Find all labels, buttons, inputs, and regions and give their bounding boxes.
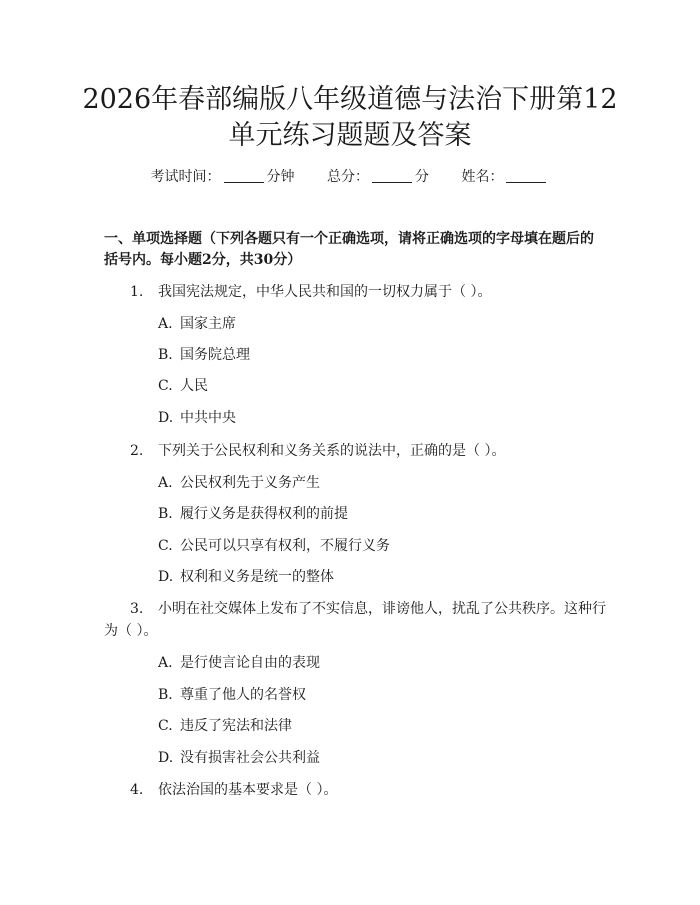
- student-name-blank: [506, 168, 546, 183]
- student-name-field: [461, 167, 549, 187]
- question-3-option-b: [158, 684, 306, 706]
- option-letter: C.: [158, 718, 173, 734]
- option-text: 国务院总理: [180, 347, 250, 363]
- question-1-option-b: [158, 344, 250, 366]
- exam-time-unit: 分钟: [266, 169, 295, 185]
- question-text: 我国宪法规定，中华人民共和国的一切权力属于（ ）。: [158, 284, 492, 300]
- option-letter: D.: [158, 750, 174, 766]
- option-text: 权利和义务是统一的整体: [180, 569, 334, 585]
- question-text-line-2: 为（ ）。: [104, 623, 158, 639]
- total-score-unit: 分: [415, 169, 429, 185]
- question-2-option-b: [158, 503, 348, 525]
- option-letter: B.: [158, 347, 173, 363]
- question-number: 3.: [130, 601, 144, 617]
- option-text: 公民权利先于义务产生: [180, 475, 320, 491]
- option-letter: C.: [158, 378, 173, 394]
- option-letter: A.: [158, 316, 173, 332]
- total-score-label: 总分：: [327, 169, 369, 185]
- option-letter: C.: [158, 538, 173, 554]
- option-letter: A.: [158, 475, 173, 491]
- question-1-option-a: [158, 313, 236, 335]
- option-text: 是行使言论自由的表现: [180, 655, 320, 671]
- question-1-option-c: [158, 375, 208, 397]
- question-text: 下列关于公民权利和义务关系的说法中，正确的是（ ）。: [158, 443, 506, 459]
- option-text: 履行义务是获得权利的前提: [180, 506, 348, 522]
- option-text: 公民可以只享有权利，不履行义务: [180, 538, 390, 554]
- question-3-option-a: [158, 652, 320, 674]
- student-name-label: 姓名：: [461, 169, 504, 185]
- question-number: 1.: [130, 284, 144, 300]
- option-letter: A.: [158, 655, 173, 671]
- section-heading-line-1: 一、单项选择题（下列各题只有一个正确选项，请将正确选项的字母填在题后的: [104, 231, 594, 247]
- question-1: [130, 281, 610, 303]
- question-number: 4.: [130, 782, 144, 798]
- question-text-line-1: 小明在社交媒体上发布了不实信息，诽谤他人，扰乱了公共秩序。这种行: [158, 601, 606, 617]
- total-score-blank: [372, 168, 412, 183]
- exam-time-field: [151, 167, 295, 187]
- question-2-option-a: [158, 472, 320, 494]
- question-3-option-d: [158, 747, 320, 769]
- option-letter: D.: [158, 410, 174, 426]
- option-text: 违反了宪法和法律: [180, 718, 292, 734]
- question-2-option-c: [158, 535, 390, 557]
- option-letter: D.: [158, 569, 174, 585]
- exam-time-label: 考试时间：: [150, 169, 221, 185]
- option-letter: B.: [158, 506, 173, 522]
- exam-time-blank: [224, 168, 264, 183]
- option-text: 没有损害社会公共利益: [180, 750, 320, 766]
- question-3: [130, 598, 610, 620]
- option-letter: B.: [158, 687, 173, 703]
- section-heading-line-2: 括号内。每小题2分，共30分）: [104, 252, 302, 268]
- exam-info-row: [0, 167, 700, 187]
- question-1-option-d: [158, 407, 236, 429]
- question-number: 2.: [130, 443, 144, 459]
- question-2-option-d: [158, 566, 334, 588]
- page-title-line-2: 单元练习题题及答案: [228, 120, 472, 151]
- question-text: 依法治国的基本要求是（ ）。: [158, 782, 338, 798]
- total-score-field: [327, 167, 429, 187]
- question-3-option-c: [158, 715, 292, 737]
- option-text: 尊重了他人的名誉权: [180, 687, 306, 703]
- option-text: 国家主席: [180, 316, 236, 332]
- question-4: [130, 779, 610, 801]
- question-3-continuation: [104, 620, 584, 642]
- question-2: [130, 440, 610, 462]
- option-text: 人民: [180, 378, 208, 394]
- option-text: 中共中央: [180, 410, 236, 426]
- page-title-line-1: 2026年春部编版八年级道德与法治下册第12: [82, 84, 618, 115]
